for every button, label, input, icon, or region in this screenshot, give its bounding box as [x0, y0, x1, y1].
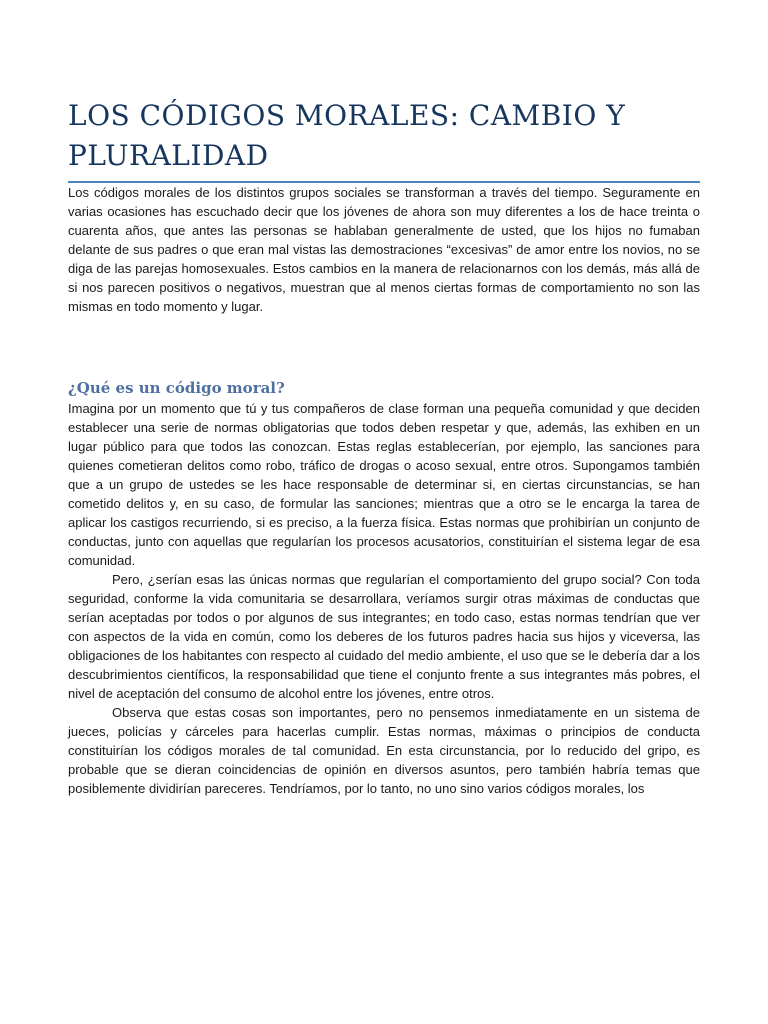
section-paragraph-2: Pero, ¿serían esas las únicas normas que regularían el comportamiento del grupo social? Con toda seguridad, conforme la vida comunitaria se desarrollara, veríamos surgir otras máximas de conductas que serían aceptadas por todos o por algunos de sus integrantes; en todo caso, estas normas tendrían que ver con aspectos de la vida en común, como los deberes de los futuros padres hacia sus hijos y viceversa, las obligaciones de los habitantes con respecto al cuidado del medio ambiente, el uso que se le debería dar a los descubrimientos científicos, la responsabilidad que tiene el conjunto frente a sus integrantes más pobres, el nivel de aceptación del consumo de alcohol entre los jóvenes, entre otros.	[68, 572, 700, 701]
intro-paragraph: Los códigos morales de los distintos grupos sociales se transforman a través del tiempo. Seguramente en varias ocasiones has escuchado decir que los jóvenes de ahora son muy diferentes a los de hace treinta o cuarenta años, que antes las personas se hablaban generalmente de usted, que los hijos no fumaban delante de sus padres o que eran mal vistas las demostraciones “excesivas” de amor entre los novios, no se diga de las parejas homosexuales. Estos cambios en la manera de relacionarnos con los demás, más allá de si nos parecen positivos o negativos, muestran que al menos ciertas formas de comportamiento no son las mismas en todo momento y lugar.	[68, 185, 700, 314]
page-title: LOS CÓDIGOS MORALES: CAMBIO Y PLURALIDAD	[68, 99, 626, 172]
section-heading: ¿Qué es un código moral?	[68, 379, 285, 397]
document-page	[68, 0, 700, 798]
section-paragraph-3: Observa que estas cosas son importantes, pero no pensemos inmediatamente en un sistema de jueces, policías y cárceles para hacerlas cumplir. Estas normas, máximas o principios de conducta constituirían los códigos morales de tal comunidad. En esta circunstancia, por lo reducido del gripo, es probable que se dieran coincidencias de opinión en diversos asuntos, pero también habría temas que posiblemente dividirían pareceres. Tendríamos, por lo tanto, no uno sino varios códigos morales, los	[68, 705, 700, 796]
section-paragraph-1: Imagina por un momento que tú y tus compañeros de clase forman una pequeña comunidad y que deciden establecer una serie de normas obligatorias que todos deben respetar y que, además, las exhiben en un lugar público para que todos las conozcan. Estas reglas establecerían, por ejemplo, las sanciones para quienes cometieran delitos como robo, tráfico de drogas o acoso sexual, entre otros. Supongamos también que a un grupo de ustedes se les hace responsable de determinar si, en ciertas circunstancias, se han cometido delitos y, en su caso, de formular las sanciones; mientras que a otro se le encarga la tarea de aplicar los castigos recurriendo, si es preciso, a la fuerza física. Estas normas que prohibirían un conjunto de conductas, junto con aquellas que regularían los procesos acusatorios, constituirían el sistema legar de esa comunidad.	[68, 401, 700, 568]
